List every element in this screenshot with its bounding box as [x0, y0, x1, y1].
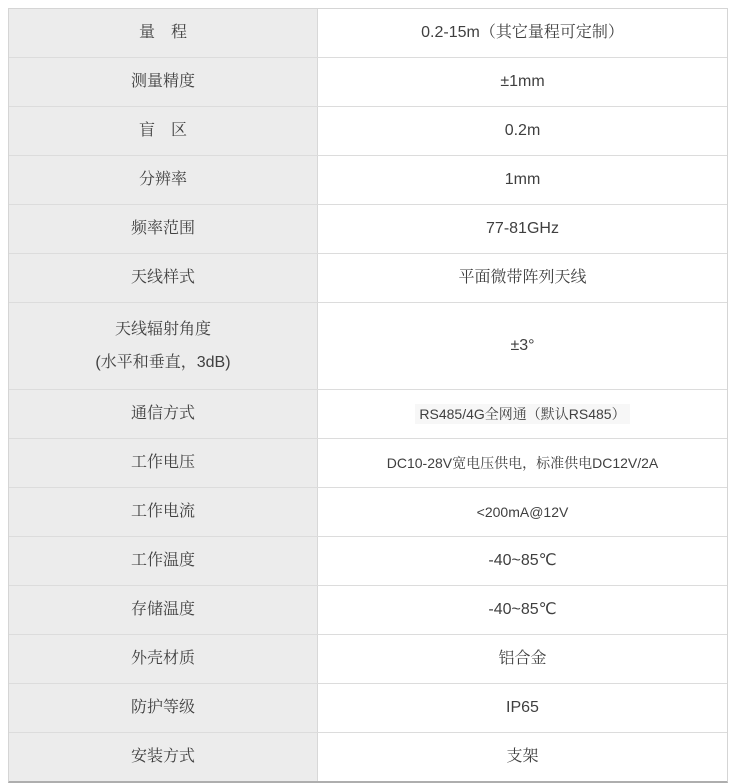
spec-value: 0.2m — [504, 122, 541, 140]
spec-value-cell — [318, 439, 727, 487]
spec-value-cell — [318, 733, 727, 781]
spec-label-cell — [9, 107, 318, 155]
spec-label: 分辨率 — [138, 171, 187, 189]
spec-value: -40~85℃ — [488, 601, 557, 619]
spec-value: 铝合金 — [498, 650, 547, 668]
table-row — [9, 9, 727, 57]
spec-label: 安装方式 — [130, 748, 195, 766]
spec-value-cell — [318, 9, 727, 57]
spec-label: 天线辐射角度 — [114, 320, 211, 338]
spec-label-cell — [9, 684, 318, 732]
spec-value-cell — [318, 488, 727, 536]
spec-table — [8, 8, 728, 783]
spec-label: 外壳材质 — [130, 650, 195, 668]
spec-label-cell — [9, 9, 318, 57]
table-row — [9, 732, 727, 781]
spec-label: 测量精度 — [130, 73, 195, 91]
spec-value-cell — [318, 635, 727, 683]
spec-label: 通信方式 — [130, 405, 195, 423]
spec-value-cell — [318, 254, 727, 302]
spec-value: 77-81GHz — [486, 220, 559, 238]
table-row — [9, 253, 727, 302]
spec-label-note: (水平和垂直，3dB) — [95, 354, 231, 371]
spec-value: 1mm — [504, 171, 541, 189]
table-row — [9, 438, 727, 487]
spec-label-cell — [9, 635, 318, 683]
table-row — [9, 106, 727, 155]
spec-value: 支架 — [506, 748, 539, 766]
spec-label-cell — [9, 439, 318, 487]
spec-label: 存储温度 — [130, 601, 195, 619]
spec-value: DC10-28V宽电压供电，标准供电DC12V/2A — [386, 454, 659, 471]
spec-value-cell — [318, 303, 727, 389]
table-row — [9, 302, 727, 389]
table-row — [9, 57, 727, 106]
table-row — [9, 683, 727, 732]
spec-label-cell — [9, 58, 318, 106]
spec-value-cell — [318, 205, 727, 253]
table-row — [9, 204, 727, 253]
spec-value: 0.2-15m（其它量程可定制） — [421, 24, 624, 42]
table-row — [9, 585, 727, 634]
spec-label-cell — [9, 733, 318, 781]
spec-value: -40~85℃ — [488, 552, 557, 570]
spec-value-cell — [318, 684, 727, 732]
spec-label: 工作温度 — [130, 552, 195, 570]
spec-value: ±3° — [510, 337, 535, 355]
spec-value: IP65 — [506, 699, 539, 717]
table-row — [9, 389, 727, 438]
table-row — [9, 155, 727, 204]
spec-value-cell — [318, 390, 727, 438]
spec-label: 盲 区 — [138, 122, 187, 140]
spec-label-cell — [9, 303, 318, 389]
spec-label-cell — [9, 390, 318, 438]
table-row — [9, 536, 727, 585]
spec-label-cell — [9, 254, 318, 302]
spec-value: RS485/4G全网通（默认RS485） — [415, 404, 629, 425]
spec-label-cell — [9, 488, 318, 536]
spec-value: 平面微带阵列天线 — [458, 269, 587, 287]
spec-label: 工作电压 — [130, 454, 195, 472]
spec-label-cell — [9, 586, 318, 634]
spec-value-cell — [318, 107, 727, 155]
spec-value-cell — [318, 156, 727, 204]
spec-label: 防护等级 — [130, 699, 195, 717]
spec-label: 天线样式 — [130, 269, 195, 287]
spec-label: 量 程 — [138, 24, 187, 42]
table-row — [9, 487, 727, 536]
table-row — [9, 634, 727, 683]
spec-value: ±1mm — [500, 73, 545, 91]
spec-label-cell — [9, 156, 318, 204]
spec-label: 频率范围 — [130, 220, 195, 238]
spec-value-cell — [318, 58, 727, 106]
spec-value-cell — [318, 537, 727, 585]
spec-label: 工作电流 — [130, 503, 195, 521]
spec-value: <200mA@12V — [476, 503, 569, 520]
spec-label-cell — [9, 205, 318, 253]
spec-value-cell — [318, 586, 727, 634]
spec-label-cell — [9, 537, 318, 585]
